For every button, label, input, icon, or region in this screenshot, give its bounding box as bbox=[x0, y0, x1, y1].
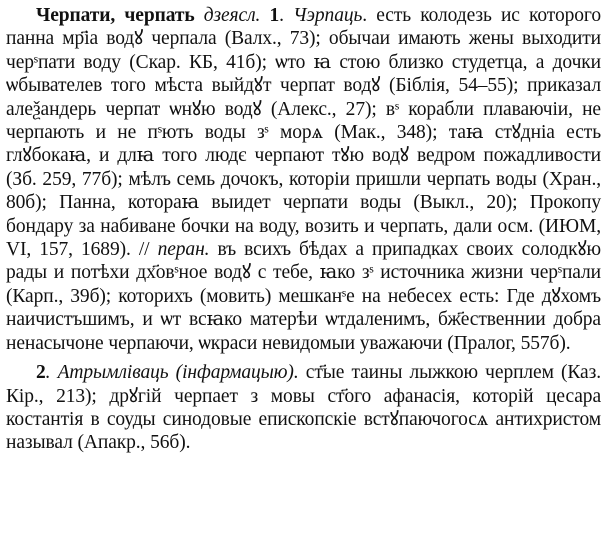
sense-1-citations: . есть колодезь ис которого панна мр҃іа водꙋ черпала (Валх., 73); обычаи имають жены выходити черˢпати воду (Скар. КБ, 41б); ѡто ꙗ стою близко студетца, а дочки ѡбывателев того мѣста выйдꙋт черпат водꙋ (Біблія, 54–55); приказал алеѯандерь черпат ѡнꙋю водꙋ (Алекс., 27); вˢ корабли плаваючіи, не черпають и не пˢють воды зˢ морѧ (Мак., 348); таꙗ стꙋдніа есть глꙋбокаꙗ, и длꙗ того людє черпают тꙋю водꙋ ведром пожадливости (Зб. 259, 77б); мѣлъ семь дочокъ, которіи пришли черпать воды (Хран., 80б); Панна, котораꙗ выидет черпати воды (Выкл., 20); Прокопу бондару за набиване бочки на воду, возить и черпать, дали осм. (ИЮМ, VI, 157, 1689). // bbox=[6, 5, 601, 261]
headword: Черпати, черпать bbox=[36, 5, 195, 26]
figurative-citations: въ всихъ бѣдах а припадках своих солодкꙋю рады и потѣхи дх҃овˢное водꙋ с тебе, ꙗко зˢ источника жизни черˢпали (Карп., 39б); которихъ (мовить) мешканˢе на небесех есть: Где дꙋхомъ наичистъшимъ, и ѡт всꙗко матерѣи ѡтдаленимъ, бж҃ественнии добра ненасычоне черпаючи, ѡкраси невидомыи уважаючи (Пралог, 557б). bbox=[6, 239, 602, 354]
sense-1-number: 1 bbox=[269, 5, 280, 26]
sense-2-number: 2 bbox=[36, 362, 46, 384]
sense-2-gloss: . Атрымліваць (інфармацыю). bbox=[45, 362, 299, 384]
sense-1-paragraph: Черпати, черпать дзеясл. 1. Чэрпаць. есть колодезь ис которого панна мр҃іа водꙋ черпала (Валх., 73); обычаи имають жены выходити черˢпати воду (Скар. КБ, 41б); ѡто ꙗ стою близко студетца, а дочки ѡбывателев того мѣста выйдꙋт черпат водꙋ (Біблія, 54–55); приказал алеѯандерь черпат ѡнꙋю водꙋ (Алекс., 27); вˢ корабли плаваючіи, не черпають и не пˢють воды зˢ морѧ (Мак., 348); таꙗ стꙋдніа есть глꙋбокаꙗ, и длꙗ того людє черпают тꙋю водꙋ ведром пожадливости (Зб. 259, 77б); мѣлъ семь дочокъ, которіи пришли черпать воды (Хран., 80б); Панна, котораꙗ выидет черпати воды (Выкл., 20); Прокопу бондару за набиване бочки на воду, возить и черпать, дали осм. (ИЮМ, VI, 157, 1689). // перан. въ всихъ бѣдах а припадках своих солодкꙋю рады и потѣхи дх҃овˢное водꙋ с тебе, ꙗко зˢ источника жизни черˢпали (Карп., 39б); которихъ (мовить) мешканˢе на небесех есть: Где дꙋхомъ наичистъшимъ, и ѡт всꙗко матерѣи ѡтдаленимъ, бж҃ественнии добра ненасычоне черпаючи, ѡкраси невидомыи уважаючи (Пралог, 557б). bbox=[6, 5, 602, 354]
sense-2-paragraph bbox=[6, 361, 601, 455]
sense-1-gloss: Чэрпаць bbox=[293, 5, 363, 26]
grammar-label: дзеясл. bbox=[203, 5, 261, 26]
figurative-label: перан. bbox=[157, 239, 210, 261]
sense-2-citations: ст҃ые таины лыжкою черплем (Каз. Кір., 213); дрꙋгій черпает з мовы ст҃ого афанасія, которій цесара костантія в соуды синодовые епископскіе встꙋпаючогосѧ антихристом называл (Апакр., 56б). bbox=[6, 362, 601, 454]
